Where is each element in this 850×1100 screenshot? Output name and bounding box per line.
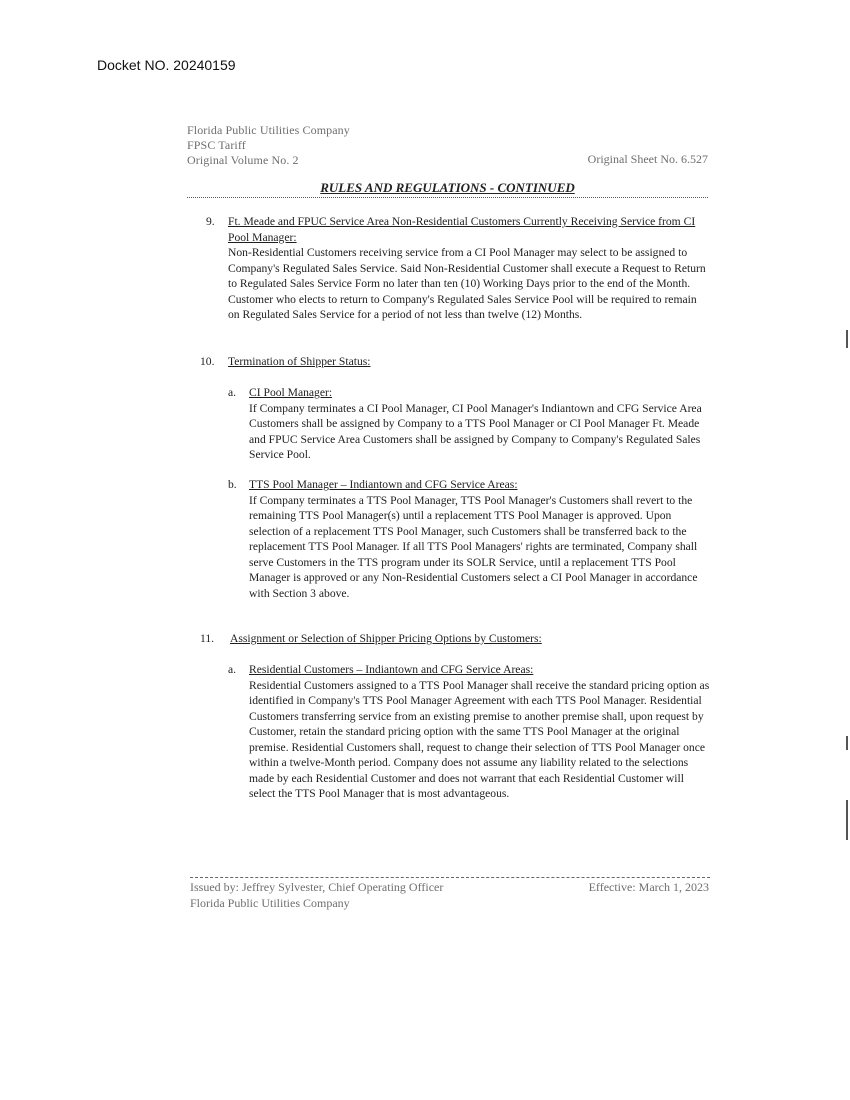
section-9	[206, 214, 706, 323]
section-11-number: 11.	[200, 632, 215, 645]
section-11a-body: Residential Customers assigned to a TTS Pool Manager shall receive the standard pricing option as identified in Company's TTS Pool Manager Agreement with each TTS Pool Manager. Residential Customers transferring service from an existing premise to another premise shall, upon request by Customer, retain the standard pricing option with the same TTS Pool Manager at the original premise. Residential Customers shall, request to change their selection of TTS Pool Manager once within a twelve-Month period. Company does not assume any liability related to the selections made by each Residential Customer and does not warrant that each Residential Customer will select the TTS Pool Manager that is most advantageous.	[249, 678, 710, 800]
header-volume: Original Volume No. 2	[187, 153, 299, 167]
header-company: Florida Public Utilities Company	[187, 123, 350, 137]
section-10a	[228, 385, 710, 463]
section-11a	[228, 662, 712, 802]
section-11a-heading: Residential Customers – Indiantown and CFG Service Areas:	[249, 663, 534, 676]
section-9-number: 9.	[206, 215, 215, 228]
section-10b-label: b.	[228, 478, 237, 491]
section-10	[200, 354, 710, 370]
section-10a-body: If Company terminates a CI Pool Manager, CI Pool Manager's Indiantown and CFG Service Area Customers shall be assigned by Company to a TTS Pool Manager or CI Pool Manager Ft. Meade and FPUC Service Area Customers shall be assigned by Company to Company's Regulated Sales Service Pool.	[249, 401, 702, 461]
scan-edge-mark	[846, 800, 848, 840]
scan-edge-mark	[846, 736, 848, 750]
docket-number: Docket NO. 20240159	[97, 57, 236, 73]
footer-effective-date: Effective: March 1, 2023	[588, 880, 709, 894]
header-sheet-number: Original Sheet No. 6.527	[587, 152, 708, 166]
footer-divider	[190, 877, 710, 878]
section-10b-heading: TTS Pool Manager – Indiantown and CFG Service Areas:	[249, 478, 518, 491]
section-10-heading: Termination of Shipper Status:	[228, 355, 371, 368]
section-11	[200, 631, 710, 647]
page-title: RULES AND REGULATIONS - CONTINUED	[320, 180, 575, 195]
section-10-number: 10.	[200, 355, 215, 368]
section-11a-label: a.	[228, 663, 237, 676]
section-10a-label: a.	[228, 386, 237, 399]
section-10b-body: If Company terminates a TTS Pool Manager, TTS Pool Manager's Customers shall revert to the remaining TTS Pool Manager(s) until a replacement TTS Pool Manager is approved. Upon selection of a replacement TTS Pool Manager, such Customers shall be transferred back to the replacement TTS Pool Manager. If all TTS Pool Managers' rights are terminated, Company shall serve Customers in the TTS program under its SOLR Service, until a replacement TTS Pool Manager is approved or any Non-Residential Customers select a CI Pool Manager in accordance with Section 3 above.	[249, 493, 698, 600]
section-10a-heading: CI Pool Manager:	[249, 386, 333, 399]
scan-edge-mark	[846, 330, 848, 348]
footer-company: Florida Public Utilities Company	[190, 896, 350, 910]
title-divider	[187, 197, 708, 198]
section-9-body: Non-Residential Customers receiving service from a CI Pool Manager may select to be assigned to Company's Regulated Sales Service. Said Non-Residential Customer shall execute a Request to Return to Regulated Sales Service Form no later than ten (10) Working Days prior to the end of the Month. Customer who elects to return to Company's Regulated Sales Service Pool will be required to remain on Regulated Sales Service for a period of not less than twelve (12) Months.	[228, 246, 706, 321]
section-9-heading: Ft. Meade and FPUC Service Area Non-Residential Customers Currently Receiving Service from CI Pool Manager:	[228, 215, 696, 244]
footer-issued-by: Issued by: Jeffrey Sylvester, Chief Operating Officer	[190, 880, 444, 894]
section-11-heading: Assignment or Selection of Shipper Pricing Options by Customers:	[230, 632, 542, 645]
header-tariff: FPSC Tariff	[187, 138, 246, 152]
section-10b	[228, 477, 712, 601]
